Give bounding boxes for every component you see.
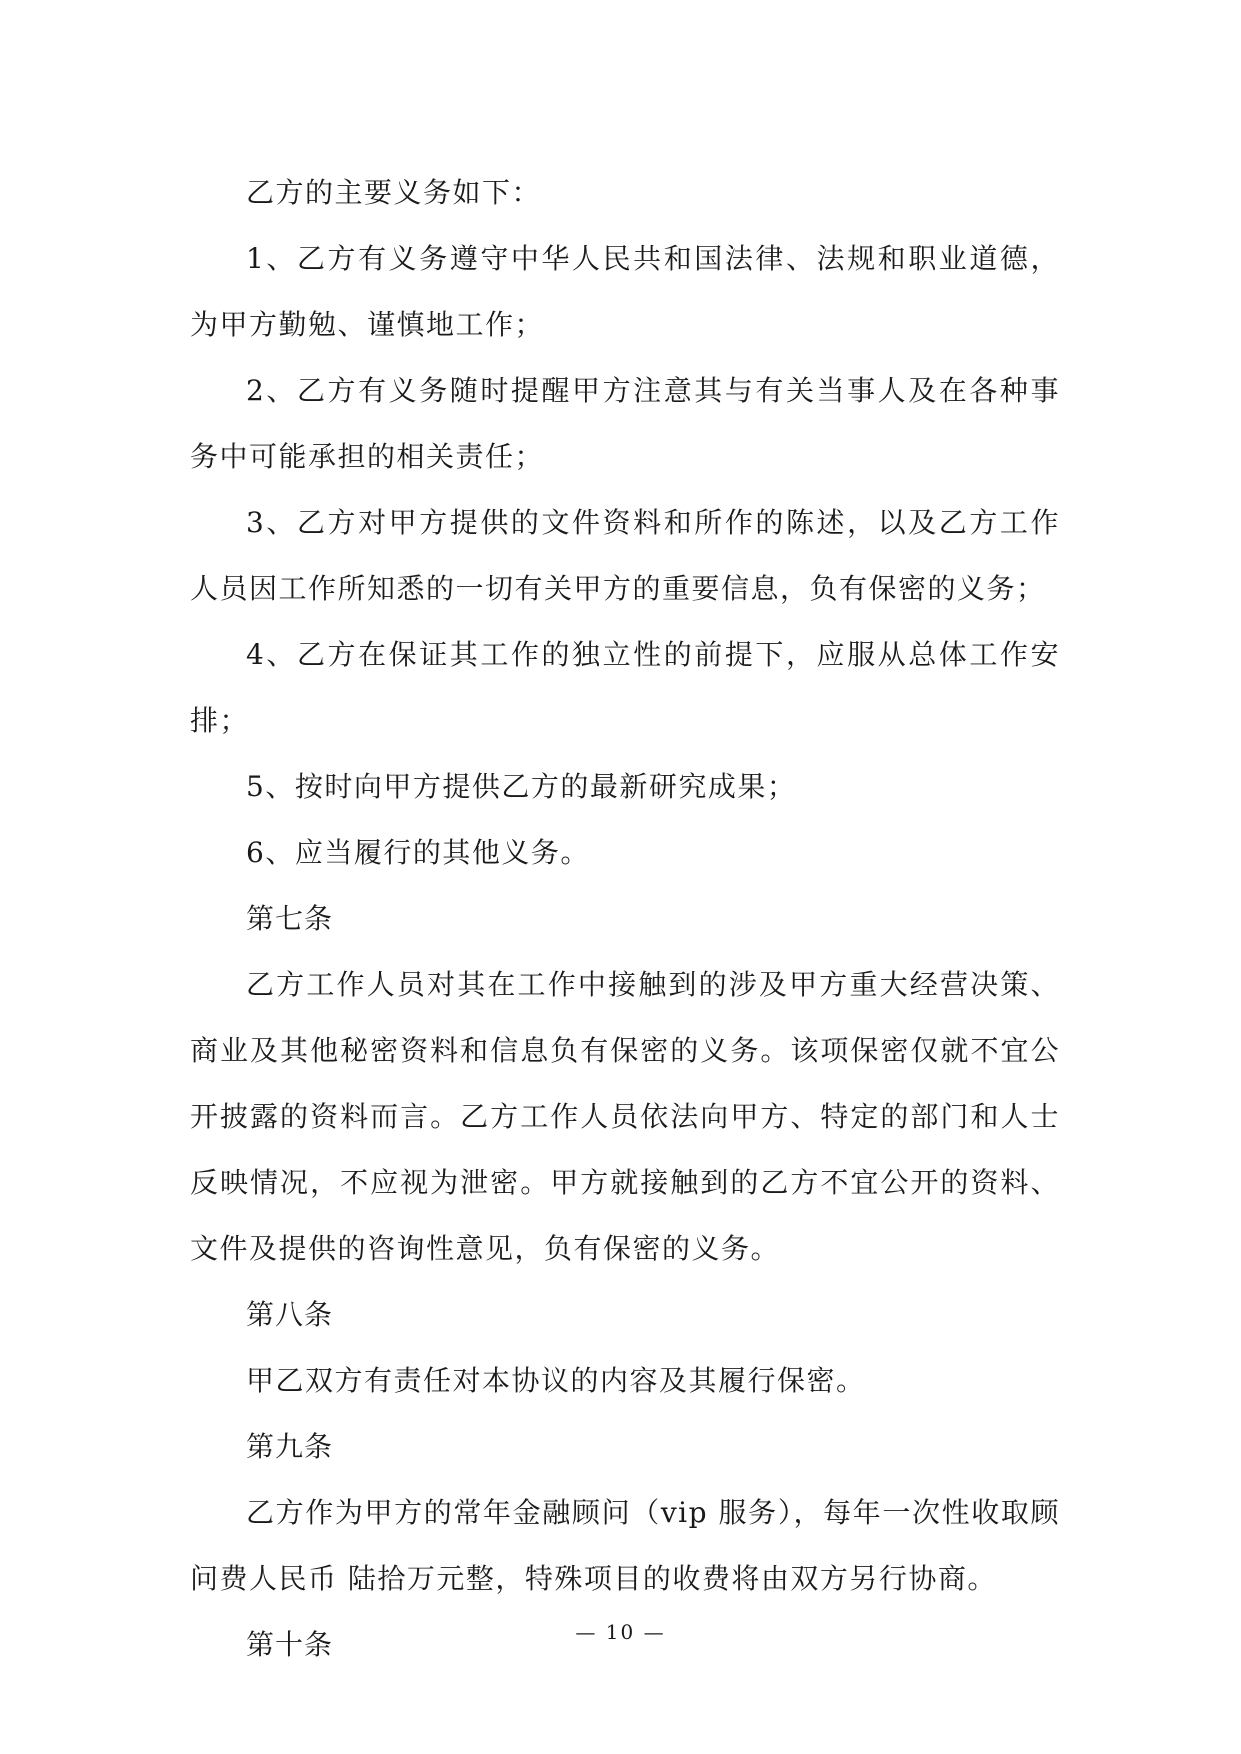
obligation-item-4: 4、乙方在保证其工作的独立性的前提下，应服从总体工作安排； bbox=[190, 638, 1060, 737]
article-8-heading: 第八条 bbox=[246, 1298, 334, 1331]
obligations-intro: 乙方的主要义务如下： bbox=[246, 176, 542, 209]
article-9-body: 乙方作为甲方的常年金融顾问（vip 服务），每年一次性收取顾问费人民币 陆拾万元整，特殊项目的收费将由双方另行协商。 bbox=[190, 1496, 1060, 1595]
obligation-item-3: 3、乙方对甲方提供的文件资料和所作的陈述，以及乙方工作人员因工作所知悉的一切有关甲方的重要信息，负有保密的义务； bbox=[190, 506, 1060, 605]
article-7-body: 乙方工作人员对其在工作中接触到的涉及甲方重大经营决策、商业及其他秘密资料和信息负有保密的义务。该项保密仅就不宜公开披露的资料而言。乙方工作人员依法向甲方、特定的部门和人士反映情况，不应视为泄密。甲方就接触到的乙方不宜公开的资料、文件及提供的咨询性意见，负有保密的义务。 bbox=[190, 968, 1060, 1265]
article-7-heading: 第七条 bbox=[246, 902, 334, 935]
obligation-item-5: 5、按时向甲方提供乙方的最新研究成果； bbox=[246, 770, 797, 803]
obligation-item-2: 2、乙方有义务随时提醒甲方注意其与有关当事人及在各种事务中可能承担的相关责任； bbox=[190, 374, 1060, 473]
article-8-body: 甲乙双方有责任对本协议的内容及其履行保密。 bbox=[246, 1364, 866, 1397]
obligation-item-1: 1、乙方有义务遵守中华人民共和国法律、法规和职业道德，为甲方勤勉、谨慎地工作； bbox=[190, 242, 1060, 341]
obligation-item-6: 6、应当履行的其他义务。 bbox=[246, 836, 590, 869]
article-10-heading: 第十条 bbox=[246, 1628, 334, 1661]
page-number: — 10 — bbox=[575, 1620, 666, 1644]
article-9-heading: 第九条 bbox=[246, 1430, 334, 1463]
document-body bbox=[190, 160, 1060, 1678]
